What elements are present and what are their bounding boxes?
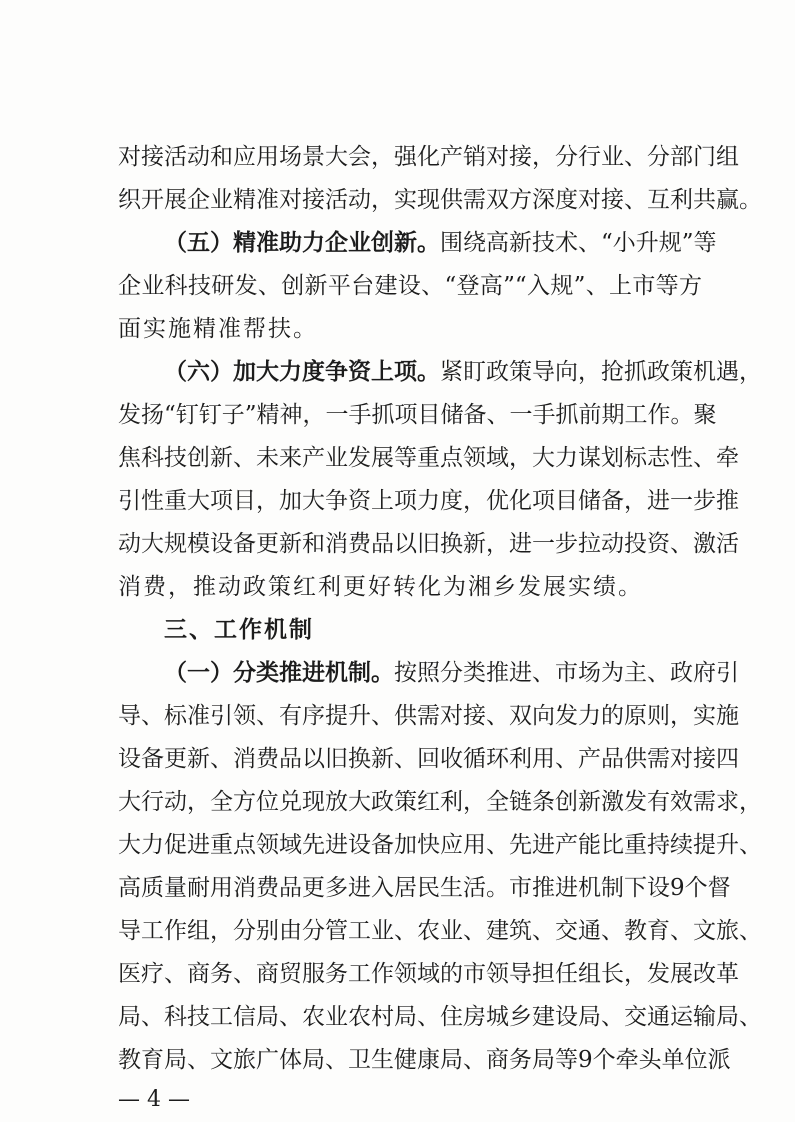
line-text: 局、科技工信局、农业农村局、住房城乡建设局、交通运输局、 <box>118 1004 762 1030</box>
body-line-16 <box>118 782 762 822</box>
subsection-5-heading: （五）精准助力企业创新。 <box>164 230 440 256</box>
line-text: 导工作组，分别由分管工业、农业、建筑、交通、教育、文旅、 <box>118 918 762 944</box>
body-line-4 <box>118 266 702 306</box>
line-text: 织开展企业精准对接活动，实现供需双方深度对接、互利共赢。 <box>118 187 762 213</box>
subsection-1-heading: （一）分类推进机制。 <box>164 660 394 686</box>
line-text: 医疗、商务、商贸服务工作领域的市领导担任组长，发展改革 <box>118 961 739 987</box>
line-text: 紧盯政策导向，抢抓政策机遇， <box>440 359 762 385</box>
body-line-18 <box>118 868 731 908</box>
subsection-5-line <box>164 223 717 263</box>
line-text: 围绕高新技术、“小升规”等 <box>440 230 717 256</box>
section-3-heading: 三、工作机制 <box>164 617 314 643</box>
body-line-9 <box>118 481 739 521</box>
subsection-1-line <box>164 653 739 693</box>
body-line-8 <box>118 438 739 478</box>
line-text: 大行动，全方位兑现放大政策红利，全链条创新激发有效需求， <box>118 789 762 815</box>
body-line-11 <box>118 567 702 607</box>
line-text: 按照分类推进、市场为主、政府引 <box>394 660 739 686</box>
line-text: 引性重大项目，加大争资上项力度，优化项目储备，进一步推 <box>118 488 739 514</box>
body-line-1 <box>118 137 739 177</box>
body-line-15 <box>118 739 739 779</box>
body-line-10 <box>118 524 739 564</box>
line-text: 消费，推动政策红利更好转化为湘乡发展实绩。 <box>118 574 643 600</box>
body-line-22 <box>118 1040 731 1080</box>
section-3-line <box>164 610 702 650</box>
line-text: 高质量耐用消费品更多进入居民生活。市推进机制下设9个督 <box>118 875 731 901</box>
subsection-6-heading: （六）加大力度争资上项。 <box>164 359 440 385</box>
line-text: 教育局、文旅广体局、卫生健康局、商务局等9个牵头单位派 <box>118 1047 731 1073</box>
line-text: 对接活动和应用场景大会，强化产销对接，分行业、分部门组 <box>118 144 739 170</box>
body-line-17 <box>118 825 762 865</box>
line-text: 大力促进重点领域先进设备加快应用、先进产能比重持续提升、 <box>118 832 762 858</box>
body-line-20 <box>118 954 739 994</box>
line-text: 导、标准引领、有序提升、供需对接、双向发力的原则，实施 <box>118 703 739 729</box>
body-line-2 <box>118 180 762 220</box>
subsection-6-line <box>164 352 762 392</box>
line-text: 动大规模设备更新和消费品以旧换新，进一步拉动投资、激活 <box>118 531 739 557</box>
body-line-5 <box>118 309 702 349</box>
line-text: 面实施精准帮扶。 <box>118 316 318 342</box>
line-text: 设备更新、消费品以旧换新、回收循环利用、产品供需对接四 <box>118 746 739 772</box>
body-line-19 <box>118 911 762 951</box>
line-text: 发扬“钉钉子”精神，一手抓项目储备、一手抓前期工作。聚 <box>118 402 717 428</box>
line-text: 企业科技研发、创新平台建设、“登高”“入规”、上市等方 <box>118 273 702 299</box>
page-number: — 4 — <box>118 1087 190 1112</box>
line-text: 焦科技创新、未来产业发展等重点领域，大力谋划标志性、牵 <box>118 445 739 471</box>
body-line-14 <box>118 696 739 736</box>
body-line-7 <box>118 395 717 435</box>
body-line-21 <box>118 997 762 1037</box>
